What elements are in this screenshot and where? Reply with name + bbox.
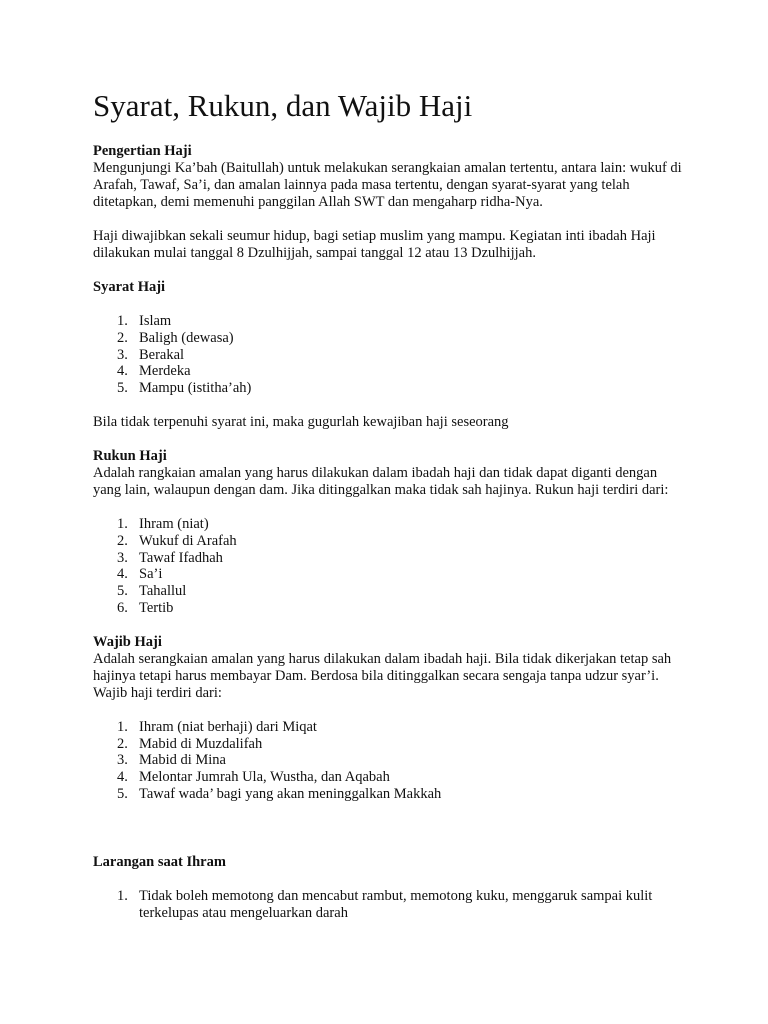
list-item [93, 363, 683, 380]
list-number: 3. [117, 752, 128, 769]
list-number: 2. [117, 735, 128, 752]
list-item-text: Tawaf Ifadhah [139, 549, 223, 566]
list-item [93, 313, 683, 330]
list-item [93, 566, 683, 583]
list-item-text: Ihram (niat) [139, 515, 209, 532]
list-item-text: Merdeka [139, 363, 191, 380]
syarat-heading: Syarat Haji [93, 279, 166, 295]
list-item [93, 583, 683, 600]
wajib-heading: Wajib Haji [93, 633, 162, 650]
list-item-text: Ihram (niat berhaji) dari Miqat [139, 718, 317, 735]
list-item-text: Tawaf wada’ bagi yang akan meninggalkan Makkah [139, 785, 442, 802]
list-number: 4. [117, 769, 128, 786]
list-number: 1. [117, 887, 128, 904]
list-number: 3. [117, 346, 128, 363]
document-title: Syarat, Rukun, dan Wajib Haji [93, 88, 473, 123]
list-number: 5. [117, 583, 128, 600]
pengertian-paragraph-1: Mengunjungi Ka’bah (Baitullah) untuk melakukan serangkaian amalan tertentu, antara lain: wukuf di Arafah, Tawaf, Sa’i, dan amalan lainnya pada masa tertentu, dengan syarat-syarat yang telah ditetapkan, demi memenuhi panggilan Allah SWT dan mengaharp ridha-Nya. [93, 160, 682, 210]
list-item [93, 330, 683, 347]
larangan-list [93, 888, 683, 922]
pengertian-heading: Pengertian Haji [93, 143, 192, 159]
list-item-text: Wukuf di Arafah [139, 532, 237, 549]
list-item-text: Tertib [139, 599, 174, 616]
list-number: 2. [117, 532, 128, 549]
list-item [93, 752, 683, 769]
rukun-list [93, 516, 683, 617]
list-item [93, 347, 683, 364]
list-item-text: Mabid di Mina [139, 752, 226, 769]
list-item-text: Sa’i [139, 566, 163, 583]
wajib-intro: Adalah serangkaian amalan yang harus dilakukan dalam ibadah haji. Bila tidak dikerjakan tetap sah hajinya tetapi harus membayar Dam. Berdosa bila ditinggalkan secara sengaja tanpa udzur syar’i. Wajib haji terdiri dari: [93, 650, 672, 701]
list-item [93, 888, 683, 922]
list-item [93, 533, 683, 550]
list-item-text: Tahallul [139, 583, 187, 600]
list-number: 4. [117, 363, 128, 380]
list-item [93, 736, 683, 753]
list-item-text: Islam [139, 313, 172, 329]
list-number: 4. [117, 566, 128, 583]
syarat-note: Bila tidak terpenuhi syarat ini, maka gugurlah kewajiban haji seseorang [93, 413, 509, 430]
list-item [93, 769, 683, 786]
list-number: 1. [117, 718, 128, 735]
list-number: 5. [117, 785, 128, 802]
list-number: 6. [117, 599, 128, 616]
list-item [93, 380, 683, 397]
list-item [93, 516, 683, 533]
rukun-heading: Rukun Haji [93, 447, 167, 464]
larangan-heading: Larangan saat Ihram [93, 853, 226, 870]
list-item [93, 786, 683, 803]
list-item-text: Mabid di Muzdalifah [139, 735, 263, 752]
list-item-text: Baligh (dewasa) [139, 329, 234, 346]
list-item [93, 550, 683, 567]
list-number: 2. [117, 329, 128, 346]
pengertian-paragraph-2: Haji diwajibkan sekali seumur hidup, bagi setiap muslim yang mampu. Kegiatan inti ibadah Haji dilakukan mulai tanggal 8 Dzulhijjah, sampai tanggal 12 atau 13 Dzulhijjah. [93, 228, 656, 261]
list-item [93, 600, 683, 617]
list-number: 1. [117, 313, 128, 329]
rukun-intro: Adalah rangkaian amalan yang harus dilakukan dalam ibadah haji dan tidak dapat diganti dengan yang lain, walaupun dengan dam. Jika ditinggalkan maka tidak sah hajinya. Rukun haji terdiri dari: [93, 464, 669, 498]
wajib-list [93, 719, 683, 803]
document-content [93, 88, 683, 921]
list-item-text: Mampu (istitha’ah) [139, 380, 252, 397]
list-number: 5. [117, 380, 128, 397]
list-item-text: Tidak boleh memotong dan mencabut rambut, memotong kuku, menggaruk sampai kulit terkelupas atau mengeluarkan darah [139, 887, 653, 921]
syarat-list [93, 313, 683, 397]
list-item-text: Melontar Jumrah Ula, Wustha, dan Aqabah [139, 769, 390, 786]
list-item [93, 719, 683, 736]
list-item-text: Berakal [139, 346, 185, 363]
list-number: 1. [117, 515, 128, 532]
list-number: 3. [117, 549, 128, 566]
